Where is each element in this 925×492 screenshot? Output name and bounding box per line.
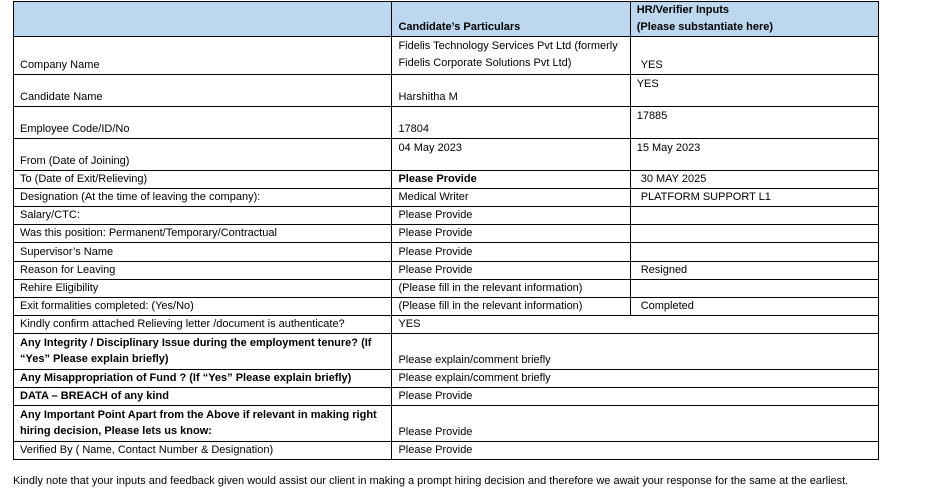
table-row-employee-code (14, 107, 879, 139)
table-row-salary (14, 207, 879, 225)
row-candidate-value: Please Provide (392, 243, 630, 262)
row-label: Rehire Eligibility (14, 280, 392, 298)
table-row-integrity-issue (14, 334, 879, 370)
table-row-candidate-name (14, 75, 879, 107)
row-hr-value: 15 May 2023 (630, 139, 878, 171)
table-row-company-name (14, 37, 879, 75)
table-row-position-type (14, 225, 879, 243)
row-label: Any Integrity / Disciplinary Issue during the employment tenure? (If “Yes” Please explain briefly) (14, 334, 392, 370)
row-hr-value (630, 225, 878, 243)
row-label: Any Important Point Apart from the Above if relevant in making right hiring decision, Please lets us know: (14, 406, 392, 442)
table-row-verified-by (14, 442, 879, 460)
row-candidate-value: Please explain/comment briefly (392, 334, 879, 370)
table-row-data-breach (14, 388, 879, 406)
header-hr-title: HR/Verifier Inputs (636, 4, 729, 16)
table-row-date-of-joining (14, 139, 879, 171)
row-candidate-value: Please Provide (392, 207, 630, 225)
table-row-misappropriation (14, 370, 879, 388)
row-hr-value: YES (630, 37, 878, 75)
row-candidate-value: 17804 (392, 107, 630, 139)
table-row-rehire-eligibility (14, 280, 879, 298)
table-row-reason-for-leaving (14, 262, 879, 280)
row-label: Any Misappropriation of Fund ? (If “Yes” Please explain briefly) (14, 370, 392, 388)
row-label: Was this position: Permanent/Temporary/Contractual (14, 225, 392, 243)
row-candidate-value: Please Provide (392, 262, 630, 280)
row-label: DATA – BREACH of any kind (14, 388, 392, 406)
row-candidate-value: Harshitha M (392, 75, 630, 107)
row-candidate-value: Medical Writer (392, 189, 630, 207)
table-row-designation (14, 189, 879, 207)
header-hr-verifier-inputs (630, 2, 878, 37)
row-hr-value (630, 243, 878, 262)
row-label: Employee Code/ID/No (14, 107, 392, 139)
row-hr-value: Resigned (630, 262, 878, 280)
row-candidate-value: Please Provide (392, 406, 879, 442)
row-candidate-value: Please Provide (392, 225, 630, 243)
row-hr-value: PLATFORM SUPPORT L1 (630, 189, 878, 207)
row-label: Verified By ( Name, Contact Number & Designation) (14, 442, 392, 460)
row-hr-value (630, 207, 878, 225)
row-label: From (Date of Joining) (14, 139, 392, 171)
row-candidate-value: Fidelis Technology Services Pvt Ltd (formerly Fidelis Corporate Solutions Pvt Ltd) (392, 37, 630, 75)
row-label: Supervisor’s Name (14, 243, 392, 262)
row-candidate-value: Please explain/comment briefly (392, 370, 879, 388)
table-row-supervisor (14, 243, 879, 262)
header-row (14, 2, 879, 37)
header-hr-subtitle: (Please substantiate here) (636, 21, 774, 33)
row-candidate-value: Please Provide (392, 442, 879, 460)
table-row-exit-formalities (14, 298, 879, 316)
table-row-important-point (14, 406, 879, 442)
row-candidate-value: Please Provide (392, 388, 879, 406)
row-label: To (Date of Exit/Relieving) (14, 171, 392, 189)
row-label: Candidate Name (14, 75, 392, 107)
table-row-relieving-letter (14, 316, 879, 334)
row-label: Salary/CTC: (14, 207, 392, 225)
row-label: Designation (At the time of leaving the company): (14, 189, 392, 207)
row-label: Exit formalities completed: (Yes/No) (14, 298, 392, 316)
row-candidate-value: YES (392, 316, 879, 334)
row-candidate-value: (Please fill in the relevant information) (392, 280, 630, 298)
row-hr-value: Completed (630, 298, 878, 316)
verification-form-table (13, 1, 879, 460)
header-candidate-particulars: Candidate’s Particulars (392, 2, 630, 37)
table-row-date-of-exit (14, 171, 879, 189)
row-candidate-value: 04 May 2023 (392, 139, 630, 171)
row-label: Reason for Leaving (14, 262, 392, 280)
row-label: Company Name (14, 37, 392, 75)
row-hr-value: 17885 (630, 107, 878, 139)
footer-note: Kindly note that your inputs and feedback given would assist our client in making a prompt hiring decision and therefore we await your response for the same at the earliest. (13, 475, 849, 487)
row-candidate-value: (Please fill in the relevant information) (392, 298, 630, 316)
row-hr-value: YES (630, 75, 878, 107)
row-hr-value: 30 MAY 2025 (630, 171, 878, 189)
header-cell-blank (14, 2, 392, 37)
row-hr-value (630, 280, 878, 298)
row-label: Kindly confirm attached Relieving letter /document is authenticate? (14, 316, 392, 334)
row-candidate-value: Please Provide (392, 171, 630, 189)
